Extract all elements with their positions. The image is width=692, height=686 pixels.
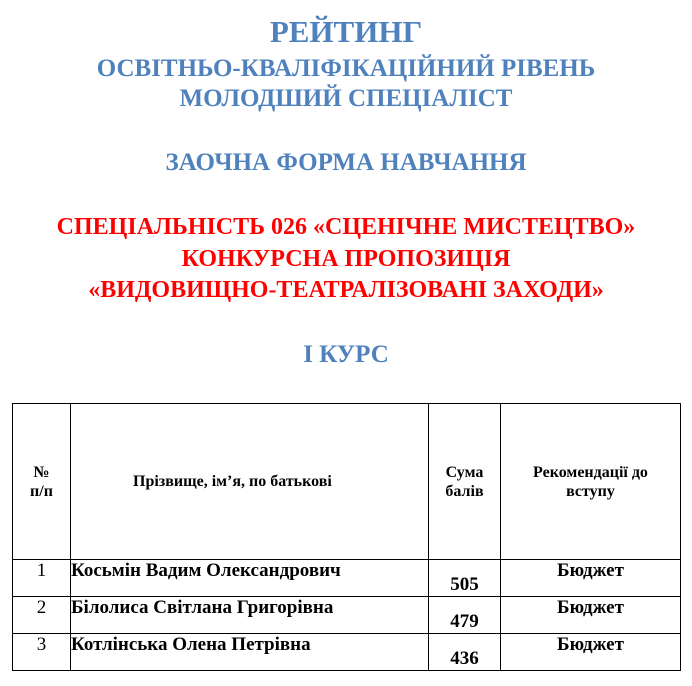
row-number: 3: [13, 634, 71, 671]
table-row: [13, 560, 681, 597]
column-header-number-line-1: №: [33, 463, 50, 481]
table-row: [13, 634, 681, 671]
admission-recommendation: Бюджет: [501, 634, 681, 671]
column-header-number-line-2: п/п: [30, 482, 53, 500]
column-header-score: [429, 404, 501, 560]
column-header-recommendation-line-1: Рекомендації до: [533, 463, 648, 481]
score-total: 505: [429, 560, 501, 597]
competitive-offer-line-1: КОНКУРСНА ПРОПОЗИЦІЯ: [181, 246, 511, 272]
column-header-recommendation: [501, 404, 681, 560]
row-number: 2: [13, 597, 71, 634]
score-total: 479: [429, 597, 501, 634]
student-name: Білолиса Світлана Григорівна: [71, 597, 429, 634]
education-level-line-2: МОЛОДШИЙ СПЕЦІАЛІСТ: [179, 85, 513, 112]
column-header-recommendation-line-2: вступу: [566, 482, 615, 500]
row-number: 1: [13, 560, 71, 597]
column-header-name: [71, 404, 429, 560]
column-header-name-label: Прізвище, ім’я, по батькові: [133, 473, 332, 490]
specialty-heading: СПЕЦІАЛЬНІСТЬ 026 «СЦЕНІЧНЕ МИСТЕЦТВО»: [56, 214, 636, 240]
page-title: РЕЙТИНГ: [269, 14, 423, 49]
admission-recommendation: Бюджет: [501, 597, 681, 634]
column-header-score-line-2: балів: [445, 482, 484, 500]
table-header-row: [13, 404, 681, 560]
competitive-offer-line-2: «ВИДОВИЩНО-ТЕАТРАЛІЗОВАНІ ЗАХОДИ»: [88, 277, 604, 303]
education-level-line-1: ОСВІТНЬО-КВАЛІФІКАЦІЙНИЙ РІВЕНЬ: [96, 55, 596, 82]
column-header-number: [13, 404, 71, 560]
admission-recommendation: Бюджет: [501, 560, 681, 597]
score-total: 436: [429, 634, 501, 671]
student-name: Косьмін Вадим Олександрович: [71, 560, 429, 597]
study-form-heading: ЗАОЧНА ФОРМА НАВЧАННЯ: [165, 149, 527, 176]
table-row: [13, 597, 681, 634]
course-heading: І КУРС: [303, 341, 389, 368]
student-name: Котлінська Олена Петрівна: [71, 634, 429, 671]
rating-table: [12, 403, 681, 671]
column-header-score-line-1: Сума: [445, 463, 484, 481]
